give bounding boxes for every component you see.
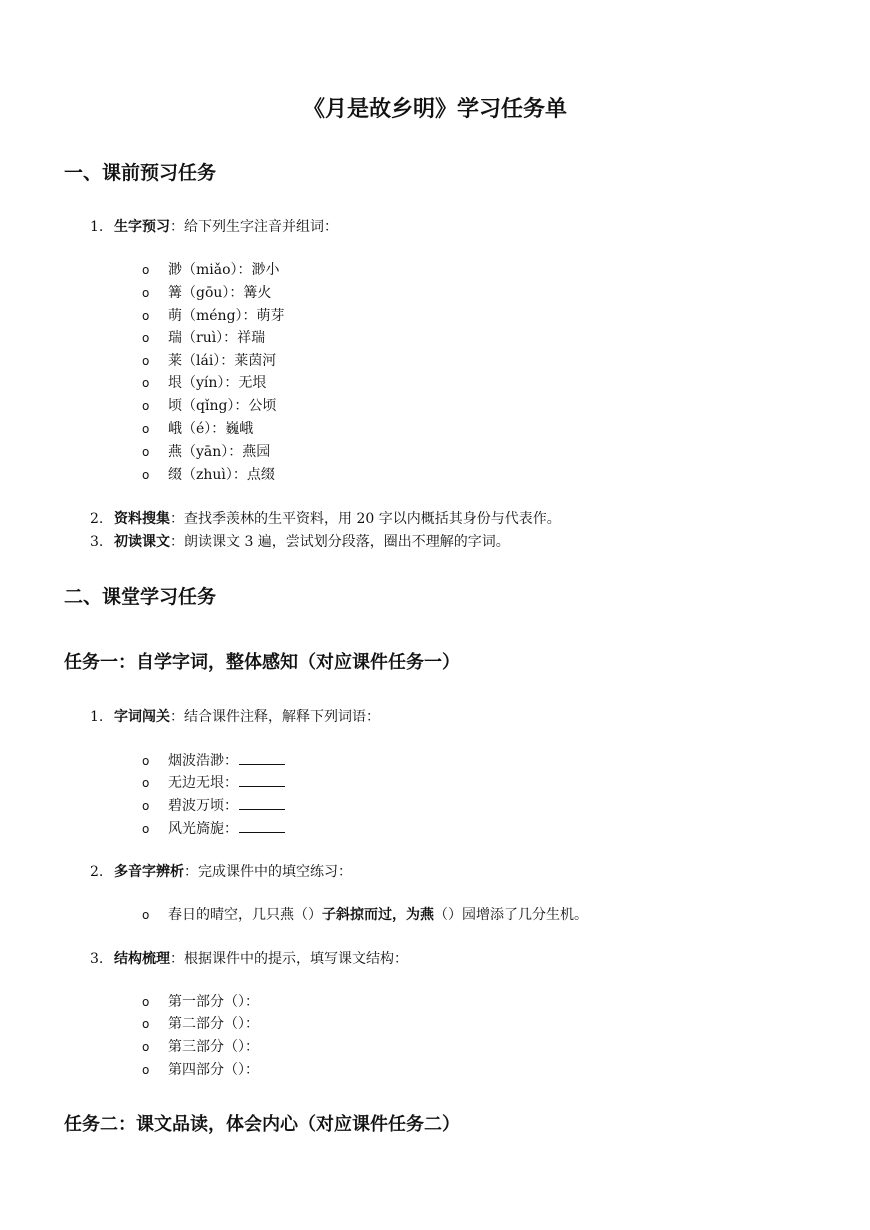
char-entry: 燕（yān）：燕园 (168, 444, 271, 460)
item-text: ：给下列生字注音并组词： (170, 219, 338, 235)
preview-item-reading (90, 531, 510, 551)
bullet-icon: o (142, 422, 150, 436)
bullet-icon: o (142, 1017, 150, 1031)
item-number: 1. (90, 709, 104, 725)
structure-part: 第三部分（）： (168, 1039, 259, 1055)
char-entry: 峨（é）：巍峨 (168, 421, 254, 437)
task1-item-vocab (90, 706, 380, 726)
bullet-icon: o (142, 286, 150, 300)
answer-blank[interactable] (239, 751, 285, 765)
vocab-list-item (142, 818, 285, 838)
page-title: 《月是故乡明》学习任务单 (302, 97, 567, 122)
bullet-icon: o (142, 354, 150, 368)
structure-part: 第四部分（）： (168, 1062, 259, 1078)
item-number: 3. (90, 951, 104, 967)
sentence-part: 春日的晴空，几只燕（） (168, 907, 322, 923)
bullet-icon: o (142, 822, 150, 836)
item-text: ：根据课件中的提示，填写课文结构： (170, 951, 408, 967)
char-list-item (142, 372, 266, 392)
preview-item-research (90, 508, 561, 528)
char-list-item (142, 259, 280, 279)
char-list-item (142, 418, 253, 438)
structure-list-item (142, 1013, 259, 1033)
char-list-item (142, 327, 265, 347)
item-label: 资料搜集 (114, 511, 170, 527)
char-entry: 篝（gōu）：篝火 (168, 285, 272, 301)
item-number: 2. (90, 511, 104, 527)
vocab-word: 烟波浩渺： (168, 753, 238, 769)
polyphone-sentence (142, 904, 588, 924)
item-label: 生字预习 (114, 219, 170, 235)
char-entry: 缀（zhuì）：点缀 (168, 467, 275, 483)
item-text: ：朗读课文 3 遍，尝试划分段落，圈出不理解的字词。 (170, 534, 510, 550)
bullet-icon: o (142, 376, 150, 390)
char-list-item (142, 395, 276, 415)
task1-heading: 任务一：自学字词，整体感知（对应课件任务一） (64, 652, 460, 673)
structure-list-item (142, 1036, 259, 1056)
preview-item-chars (90, 216, 338, 236)
bullet-icon: o (142, 1040, 150, 1054)
item-text: ：结合课件注释，解释下列词语： (170, 709, 380, 725)
sentence-bold-part: 子斜掠而过，为燕 (322, 907, 434, 923)
item-label: 结构梳理 (114, 951, 170, 967)
answer-blank[interactable] (239, 819, 285, 833)
char-list-item (142, 441, 270, 461)
task1-item-structure (90, 948, 408, 968)
char-entry: 萌（méng）：萌芽 (168, 308, 285, 324)
bullet-icon: o (142, 309, 150, 323)
item-label: 多音字辨析 (114, 864, 184, 880)
item-text: ：完成课件中的填空练习： (184, 864, 352, 880)
bullet-icon: o (142, 799, 150, 813)
task1-item-polyphone (90, 861, 352, 881)
char-entry: 渺（miǎo）：渺小 (168, 262, 280, 278)
bullet-icon: o (142, 468, 150, 482)
bullet-icon: o (142, 776, 150, 790)
section-heading-preview: 一、课前预习任务 (64, 162, 217, 184)
char-list-item (142, 464, 275, 484)
item-number: 1. (90, 219, 104, 235)
sentence-part: （）园增添了几分生机。 (434, 907, 588, 923)
bullet-icon: o (142, 263, 150, 277)
bullet-icon: o (142, 995, 150, 1009)
vocab-list-item (142, 795, 285, 815)
structure-list-item (142, 991, 259, 1011)
char-list-item (142, 305, 285, 325)
bullet-icon: o (142, 754, 150, 768)
item-label: 字词闯关 (114, 709, 170, 725)
vocab-list-item (142, 772, 285, 792)
bullet-icon: o (142, 331, 150, 345)
structure-list-item (142, 1059, 259, 1079)
char-list-item (142, 282, 271, 302)
vocab-word: 碧波万顷： (168, 798, 238, 814)
answer-blank[interactable] (239, 796, 285, 810)
item-number: 3. (90, 534, 104, 550)
vocab-word: 风光旖旎： (168, 821, 238, 837)
answer-blank[interactable] (239, 773, 285, 787)
vocab-word: 无边无垠： (168, 775, 238, 791)
item-text: ：查找季羡林的生平资料，用 20 字以内概括其身份与代表作。 (170, 511, 561, 527)
bullet-icon: o (142, 908, 150, 922)
structure-part: 第一部分（）： (168, 994, 259, 1010)
item-label: 初读课文 (114, 534, 170, 550)
char-entry: 莱（lái）：莱茵河 (168, 353, 277, 369)
char-entry: 瑞（ruì）：祥瑞 (168, 330, 266, 346)
bullet-icon: o (142, 1063, 150, 1077)
item-number: 2. (90, 864, 104, 880)
structure-part: 第二部分（）： (168, 1016, 259, 1032)
bullet-icon: o (142, 399, 150, 413)
char-entry: 顷（qǐng）：公顷 (168, 398, 277, 414)
char-entry: 垠（yín）：无垠 (168, 375, 267, 391)
bullet-icon: o (142, 445, 150, 459)
section-heading-classroom: 二、课堂学习任务 (64, 586, 217, 608)
task2-heading: 任务二：课文品读，体会内心（对应课件任务二） (64, 1114, 460, 1135)
vocab-list-item (142, 750, 285, 770)
char-list-item (142, 350, 276, 370)
